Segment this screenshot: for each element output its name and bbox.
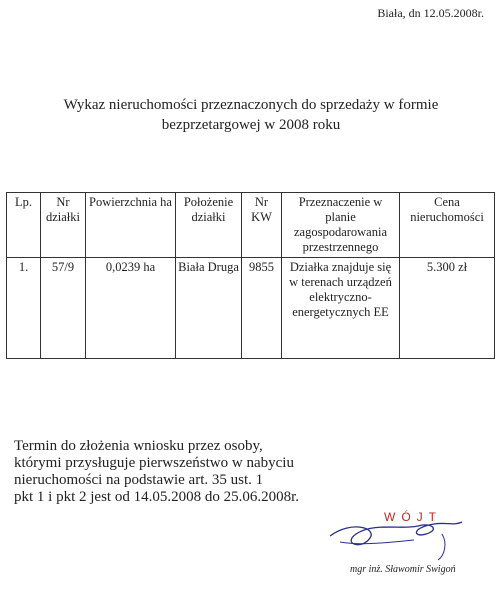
header-przeznaczenie: Przeznaczenie w planie zagospodarowania przestrzennego: [282, 193, 400, 258]
header-cena: Cena nieruchomości: [400, 193, 495, 258]
signatory-name: mgr inż. Sławomir Swigoń: [350, 564, 456, 575]
title-line-2: bezprzetargowej w 2008 roku: [161, 117, 341, 133]
cell-powierzchnia: 0,0239 ha: [86, 258, 176, 359]
notice-line-3: nieruchomości na podstawie art. 35 ust. 1: [14, 472, 264, 488]
cell-nr-dzialki: 57/9: [41, 258, 86, 359]
cell-nr-kw: 9855: [242, 258, 282, 359]
cell-polozenie: Biała Druga: [176, 258, 242, 359]
header-nr-kw: Nr KW: [242, 193, 282, 258]
notice-line-2: którymi przysługuje pierwszeństwo w nabyciu: [14, 455, 294, 471]
notice-line-4: pkt 1 i pkt 2 jest od 14.05.2008 do 25.06.2008r.: [14, 489, 299, 505]
cell-lp: 1.: [7, 258, 41, 359]
header-powierzchnia: Powierzchnia ha: [86, 193, 176, 258]
header-polozenie: Położenie działki: [176, 193, 242, 258]
header-lp: Lp.: [7, 193, 41, 258]
table-row: [7, 258, 495, 359]
notice-line-1: Termin do złożenia wniosku przez osoby,: [14, 438, 263, 454]
cell-cena: 5.300 zł: [400, 258, 495, 359]
stamp-title: WÓJT: [384, 510, 442, 524]
property-table: [6, 192, 495, 359]
document-date: Biała, dn 12.05.2008r.: [377, 6, 484, 20]
title-line-1: Wykaz nieruchomości przeznaczonych do sprzedaży w formie: [63, 97, 439, 113]
application-deadline-notice: [14, 438, 484, 506]
signature-block: [322, 500, 492, 590]
cell-przeznaczenie: Działka znajduje się w terenach urządzeń elektryczno-energetycznych EE: [282, 258, 400, 359]
header-nr-dzialki: Nr działki: [41, 193, 86, 258]
document-title: [0, 95, 502, 135]
table-header-row: [7, 193, 495, 258]
